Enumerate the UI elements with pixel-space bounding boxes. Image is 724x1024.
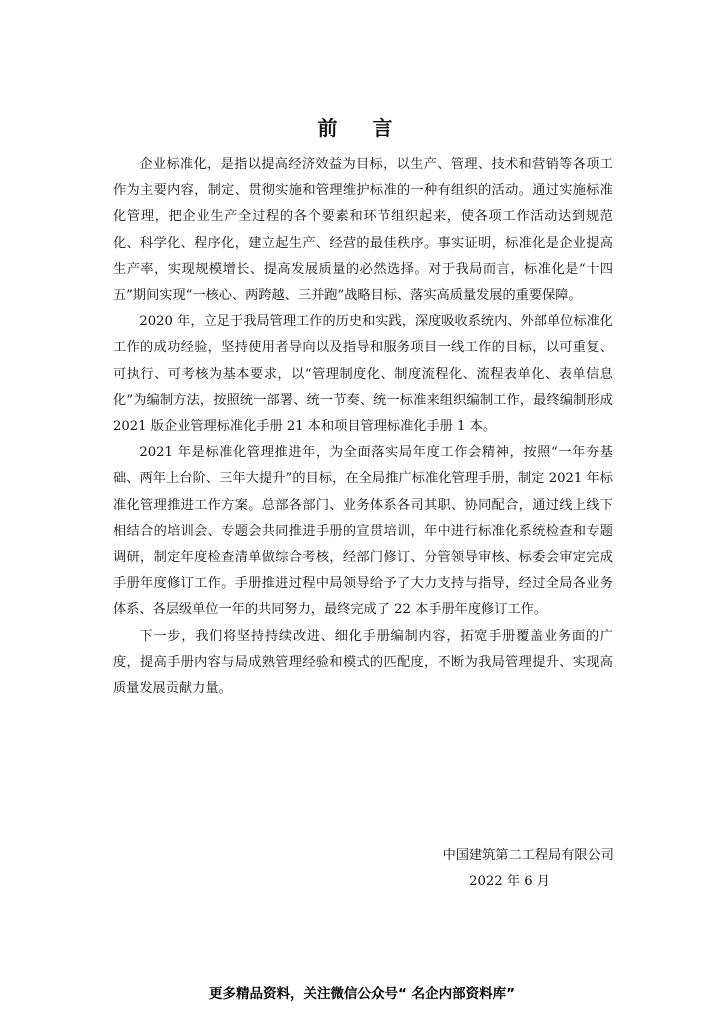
signature-date: 2022 年 6 月 <box>469 874 550 889</box>
paragraph-3: 2021 年是标准化管理推进年，为全面落实局年度工作会精神，按照“一年夯基础、两年上台阶、三年大提升”的目标，在全局推广标准化管理手册，制定 2021 年标准化管理推进工作方案。总部各部门、业务体系各司其职、协同配合，通过线上线下相结合的培训会、专题会共同推进手册的宣贯培训，年中进行标准化系统检查和专题调研，制定年度检查清单做综合考核，经部门修订、分管领导审核、标委会审定完成手册年度修订工作。手册推进过程中局领导给予了大力支持与指导，经过全局各业务体系、各层级单位一年的共同努力，最终完成了 22 本手册年度修订工作。 <box>113 445 613 618</box>
page-title: 前 言 <box>317 116 407 140</box>
paragraph-4: 下一步，我们将坚持持续改进、细化手册编制内容，拓宽手册覆盖业务面的广度，提高手册内容与局成熟管理经验和模式的匹配度，不断为我局管理提升、实现高质量发展贡献力量。 <box>113 628 613 697</box>
paragraph-1: 企业标准化，是指以提高经济效益为目标，以生产、管理、技术和营销等各项工作为主要内容，制定、贯彻实施和管理维护标准的一种有组织的活动。通过实施标准化管理，把企业生产全过程的各个要素和环节组织起来，使各项工作活动达到规范化、科学化、程序化，建立起生产、经营的最佳秩序。事实证明，标准化是企业提高生产率，实现规模增长、提高发展质量的必然选择。对于我局而言，标准化是“十四五”期间实现“一核心、两跨越、三并跑”战略目标、落实高质量发展的重要保障。 <box>113 157 613 304</box>
footer-note: 更多精品资料，关注微信公众号“ 名企内部资料库” <box>209 986 515 1002</box>
paragraph-2: 2020 年，立足于我局管理工作的历史和实践，深度吸收系统内、外部单位标准化工作的成功经验，坚持使用者导向以及指导和服务项目一线工作的目标，以可重复、可执行、可考核为基本要求，以“管理制度化、制度流程化、流程表单化、表单信息化”为编制方法，按照统一部署、统一节奏、统一标准来组织编制工作，最终编制形成 2021 版企业管理标准化手册 21 本和项目管理标准化手册 1 本。 <box>113 314 613 435</box>
signature-company: 中国建筑第二工程局有限公司 <box>442 848 614 863</box>
preface-body <box>113 152 613 702</box>
